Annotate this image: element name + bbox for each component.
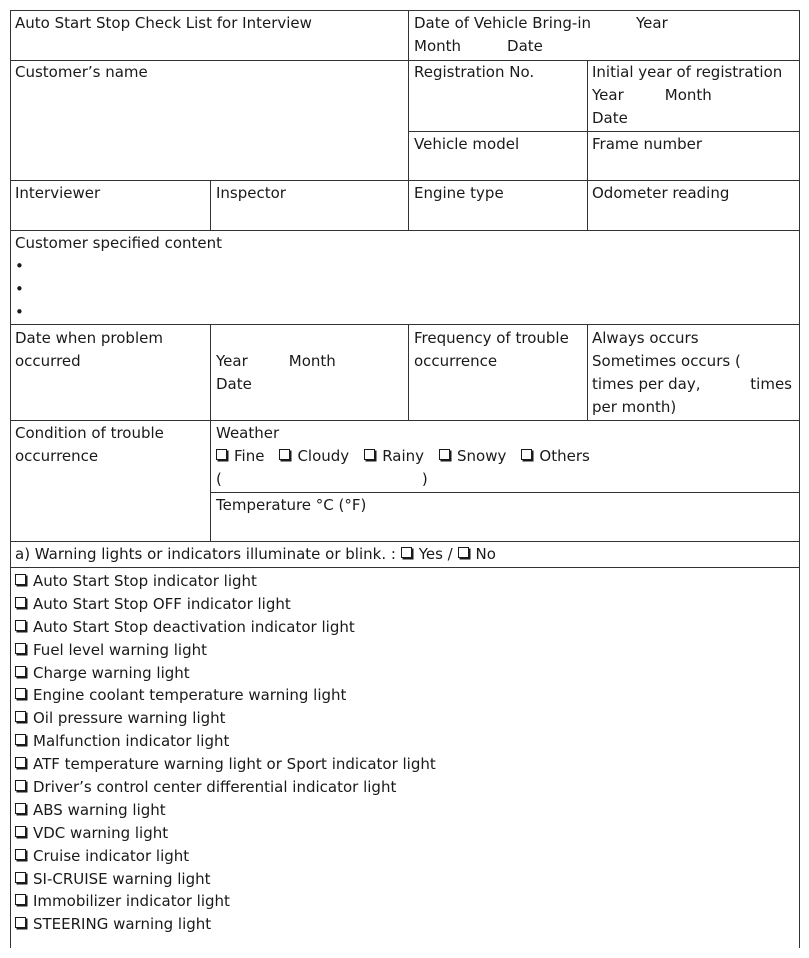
initial-registration-month: Month	[664, 86, 712, 104]
rule	[408, 324, 409, 420]
warning-light-item[interactable]	[15, 753, 436, 776]
warning-light-label: Immobilizer indicator light	[33, 892, 230, 911]
rule	[10, 230, 800, 231]
warning-light-label: Cruise indicator light	[33, 846, 190, 865]
frame-number-cell	[592, 133, 702, 156]
customer-content-cell	[15, 232, 222, 324]
warning-light-item[interactable]	[15, 707, 436, 730]
rule	[210, 324, 211, 541]
warning-light-label: STEERING warning light	[33, 915, 212, 934]
frequency-value-cell	[592, 327, 792, 419]
warning-light-item[interactable]	[15, 822, 436, 845]
warning-light-label: Auto Start Stop OFF indicator light	[33, 594, 291, 613]
rule	[10, 180, 800, 181]
registration-no-label: Registration No.	[414, 63, 535, 81]
vehicle-model-cell	[414, 133, 519, 156]
checkbox-icon[interactable]	[439, 449, 450, 460]
frequency-times: times	[750, 375, 792, 393]
rule	[10, 541, 800, 542]
checkbox-icon[interactable]	[458, 547, 469, 558]
initial-registration-year: Year	[592, 86, 624, 104]
initial-registration-date: Date	[592, 109, 628, 127]
weather-label: Weather	[216, 424, 280, 442]
rule	[587, 324, 588, 420]
rule	[10, 10, 800, 11]
checkbox-icon[interactable]	[15, 711, 26, 722]
warning-light-label: Driver’s control center differential indicator light	[33, 778, 397, 797]
temperature-label: Temperature °C (°F)	[216, 496, 367, 514]
problem-date-label-cell	[15, 327, 163, 373]
weather-options	[216, 445, 590, 468]
rule	[10, 324, 800, 325]
vehicle-model-label: Vehicle model	[414, 135, 520, 153]
registration-no-cell	[414, 61, 534, 84]
warning-yes-option[interactable]: Yes /	[401, 545, 453, 563]
others-paren-close: )	[421, 470, 428, 488]
checkbox-icon[interactable]	[15, 574, 26, 585]
warning-light-label: Malfunction indicator light	[33, 732, 230, 751]
warning-light-item[interactable]	[15, 868, 436, 891]
frame-number-label: Frame number	[592, 135, 703, 153]
weather-cell	[216, 422, 590, 491]
customer-name-label: Customer’s name	[15, 63, 148, 81]
form-title-text: Auto Start Stop Check List for Interview	[15, 14, 312, 32]
warning-light-label: ABS warning light	[33, 800, 166, 819]
bullet-point	[15, 301, 222, 324]
checkbox-icon[interactable]	[15, 917, 26, 928]
warning-light-label: Fuel level warning light	[33, 640, 207, 659]
warning-light-label: Charge warning light	[33, 663, 190, 682]
rule	[210, 180, 211, 230]
weather-option-rainy[interactable]: Rainy	[364, 447, 424, 465]
checkbox-icon[interactable]	[15, 780, 26, 791]
rule	[799, 10, 800, 948]
bring-in-year: Year	[636, 14, 668, 32]
warning-light-item[interactable]	[15, 913, 436, 936]
warning-light-item[interactable]	[15, 662, 436, 685]
condition-label-cell	[15, 422, 164, 468]
temperature-cell	[216, 494, 366, 517]
warning-light-label: Oil pressure warning light	[33, 709, 226, 728]
checkbox-icon[interactable]	[279, 449, 290, 460]
engine-type-cell	[414, 182, 504, 205]
checkbox-icon[interactable]	[521, 449, 532, 460]
frequency-per-month: per month)	[592, 398, 677, 416]
weather-option-cloudy[interactable]: Cloudy	[279, 447, 349, 465]
condition-label-line1: Condition of trouble	[15, 424, 164, 442]
warning-light-item[interactable]	[15, 570, 436, 593]
checkbox-icon[interactable]	[216, 449, 227, 460]
checkbox-icon[interactable]	[364, 449, 375, 460]
frequency-label-cell	[414, 327, 569, 373]
odometer-label: Odometer reading	[592, 184, 730, 202]
rule	[10, 420, 800, 421]
warning-light-label: VDC warning light	[33, 823, 169, 842]
checkbox-icon[interactable]	[15, 803, 26, 814]
rule	[210, 492, 800, 493]
weather-option-others[interactable]: Others	[521, 447, 589, 465]
form-title	[15, 12, 312, 35]
problem-year: Year	[216, 352, 248, 370]
others-paren-open: (	[216, 470, 222, 488]
warning-question-row	[15, 543, 496, 566]
warning-light-item[interactable]	[15, 730, 436, 753]
odometer-cell	[592, 182, 729, 205]
frequency-sometimes: Sometimes occurs (	[592, 352, 741, 370]
warning-light-item[interactable]	[15, 593, 436, 616]
checkbox-icon[interactable]	[15, 620, 26, 631]
warning-light-item[interactable]	[15, 890, 436, 913]
frequency-label-line2: occurrence	[414, 352, 498, 370]
weather-option-fine[interactable]: Fine	[216, 447, 264, 465]
bring-in-label: Date of Vehicle Bring-in	[414, 14, 591, 32]
inspector-cell	[216, 182, 286, 205]
problem-date-label-line1: Date when problem	[15, 329, 163, 347]
rule	[10, 567, 800, 568]
checkbox-icon[interactable]	[15, 643, 26, 654]
problem-month: Month	[288, 352, 336, 370]
frequency-always: Always occurs	[592, 329, 699, 347]
warning-light-item[interactable]	[15, 684, 436, 707]
bullet-point	[15, 278, 222, 301]
warning-light-label: Auto Start Stop deactivation indicator light	[33, 617, 355, 636]
warning-light-label: Auto Start Stop indicator light	[33, 572, 257, 590]
interviewer-cell	[15, 182, 100, 205]
initial-registration-label: Initial year of registration	[592, 63, 783, 81]
warning-light-item[interactable]	[15, 799, 436, 822]
inspector-label: Inspector	[216, 184, 286, 202]
weather-option-snowy[interactable]: Snowy	[439, 447, 506, 465]
bring-in-month: Month	[414, 37, 462, 55]
warning-lights-list	[15, 570, 436, 936]
warning-light-label: SI-CRUISE warning light	[33, 869, 211, 888]
rule	[408, 10, 409, 230]
frequency-times-per-day: times per day,	[592, 375, 701, 393]
checkbox-icon[interactable]	[15, 849, 26, 860]
rule	[408, 131, 800, 132]
problem-date-value-cell	[216, 350, 336, 396]
customer-content-label: Customer specified content	[15, 234, 223, 252]
warning-light-label: ATF temperature warning light or Sport indicator light	[33, 755, 436, 774]
checkbox-icon[interactable]	[15, 872, 26, 883]
problem-date: Date	[216, 375, 252, 393]
warning-light-item[interactable]	[15, 776, 436, 799]
customer-name-cell	[15, 61, 148, 84]
warning-light-item[interactable]	[15, 639, 436, 662]
checkbox-icon[interactable]	[15, 826, 26, 837]
bring-in-date-cell	[414, 12, 668, 58]
checkbox-icon[interactable]	[15, 894, 26, 905]
checkbox-icon[interactable]	[15, 734, 26, 745]
bullet-point	[15, 255, 222, 278]
checkbox-icon[interactable]	[15, 688, 26, 699]
checkbox-icon[interactable]	[15, 597, 26, 608]
condition-label-line2: occurrence	[15, 447, 99, 465]
warning-light-label: Engine coolant temperature warning light	[33, 686, 347, 705]
engine-type-label: Engine type	[414, 184, 504, 202]
warning-light-item[interactable]	[15, 616, 436, 639]
frequency-label-line1: Frequency of trouble	[414, 329, 569, 347]
bring-in-date: Date	[507, 37, 543, 55]
warning-no-option[interactable]: No	[458, 545, 496, 563]
problem-date-label-line2: occurred	[15, 352, 81, 370]
warning-light-item[interactable]	[15, 845, 436, 868]
checkbox-icon[interactable]	[401, 547, 412, 558]
rule	[10, 10, 11, 948]
checkbox-icon[interactable]	[15, 666, 26, 677]
initial-registration-cell	[592, 61, 782, 130]
checkbox-icon[interactable]	[15, 757, 26, 768]
warning-question: a) Warning lights or indicators illuminate or blink. :	[15, 545, 396, 563]
rule	[587, 60, 588, 230]
interviewer-label: Interviewer	[15, 184, 101, 202]
